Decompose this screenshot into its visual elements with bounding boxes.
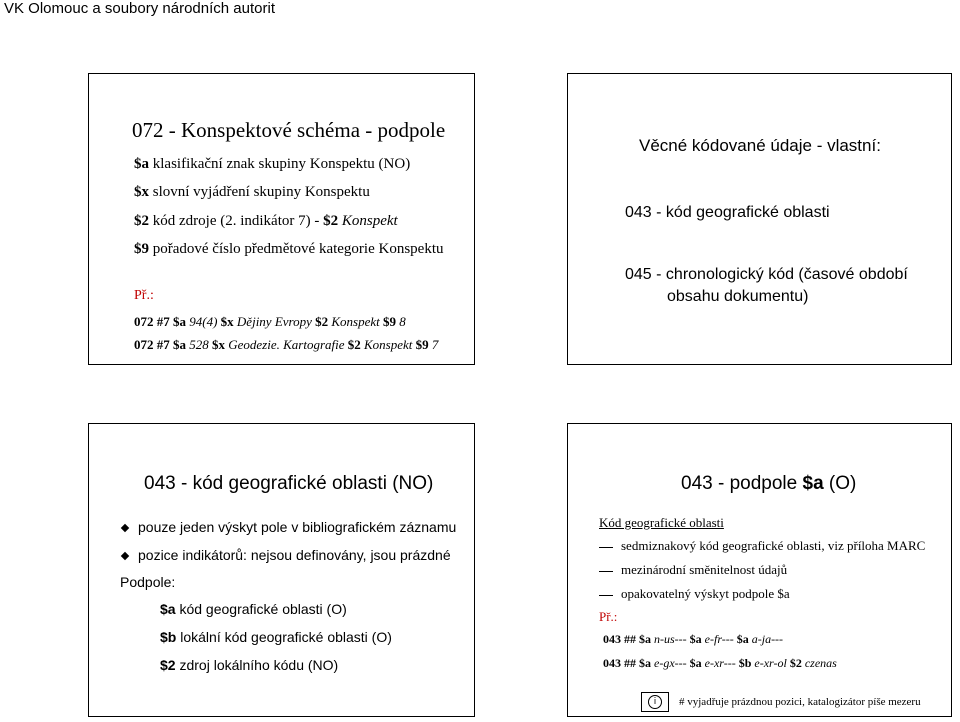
example-label: Př.: (599, 609, 618, 624)
diamond-bullet-icon (121, 524, 129, 532)
item-045-line-1: 045 - chronologický kód (časové období (625, 266, 908, 283)
item-043: 043 - kód geografické oblasti (625, 204, 830, 221)
note-text: # vyjadřuje prázdnou pozici, katalogizátor píše mezeru (679, 696, 921, 708)
subfields-label: Podpole: (120, 574, 176, 590)
example-line-2: 043 ## $a e-gx--- $a e-xr--- $b e-xr-ol $2 czenas (603, 656, 837, 670)
subtitle: Kód geografické oblasti (599, 515, 724, 530)
dash-item-1: sedmiznakový kód geografické oblasti, viz příloha MARC (599, 538, 925, 554)
slide-072-konspekt (88, 73, 475, 365)
bullet-item-1: pouze jeden výskyt pole v bibliografickém záznamu (122, 519, 456, 535)
dash-item-3: opakovatelný výskyt podpole $a (599, 586, 790, 602)
subfield-2-line: $2 kód zdroje (2. indikátor 7) - $2 Konspekt (134, 213, 398, 229)
example-line-1: 072 #7 $a 94(4) $x Dějiny Evropy $2 Konspekt $9 8 (134, 314, 406, 329)
slide-043-kod-oblasti (88, 423, 475, 717)
subfield-b: $b lokální kód geografické oblasti (O) (160, 629, 392, 645)
slide-title: 043 - kód geografické oblasti (NO) (144, 473, 434, 494)
diamond-bullet-icon (121, 552, 129, 560)
example-label: Př.: (134, 288, 154, 303)
subfield-9-line: $9 pořadové číslo předmětové kategorie Konspektu (134, 241, 444, 257)
slide-title: 043 - podpole $a (O) (681, 473, 857, 494)
slide-043-podpole-a (567, 423, 952, 717)
info-icon: i (641, 692, 669, 712)
slide-vecne-kodovane-udaje (567, 73, 952, 365)
subfield-a-line: $a klasifikační znak skupiny Konspektu (NO) (134, 156, 411, 172)
subfield-a: $a kód geografické oblasti (O) (160, 601, 347, 617)
example-line-1: 043 ## $a n-us--- $a e-fr--- $a a-ja--- (603, 632, 784, 646)
document-header: VK Olomouc a soubory národních autorit (4, 0, 275, 17)
example-line-2: 072 #7 $a 528 $x Geodezie. Kartografie $2 Konspekt $9 7 (134, 337, 439, 352)
dash-item-2: mezinárodní směnitelnost údajů (599, 562, 787, 578)
subfield-x-line: $x slovní vyjádření skupiny Konspektu (134, 184, 370, 200)
slide-title: 072 - Konspektové schéma - podpole (132, 118, 446, 142)
item-045-line-2: obsahu dokumentu) (667, 288, 809, 305)
bullet-item-2: pozice indikátorů: nejsou definovány, jsou prázdné (122, 547, 451, 563)
slide-title: Věcné kódované údaje - vlastní: (639, 136, 881, 155)
subfield-2: $2 zdroj lokálního kódu (NO) (160, 657, 339, 673)
